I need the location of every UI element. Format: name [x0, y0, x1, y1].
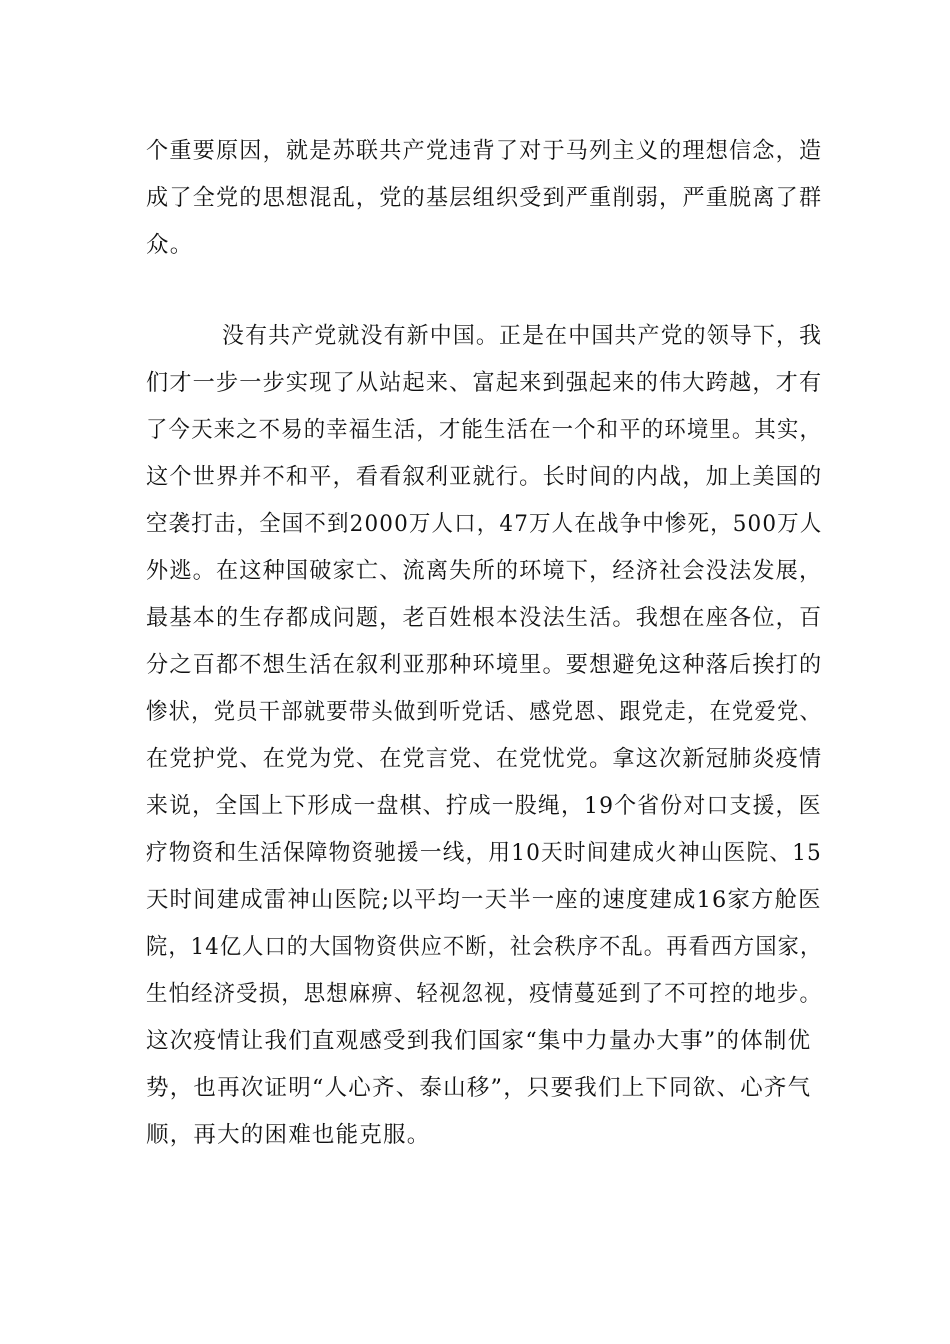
text-line: 天时间建成雷神山医院;以平均一天半一座的速度建成16家方舱医 — [146, 887, 822, 913]
text-line: 势，也再次证明“人心齐、泰山移”，只要我们上下同欲、心齐气 — [146, 1075, 812, 1101]
text-line: 在党护党、在党为党、在党言党、在党忧党。拿这次新冠肺炎疫情 — [146, 746, 823, 772]
text-line: 没有共产党就没有新中国。正是在中国共产党的领导下，我 — [222, 323, 823, 349]
text-line: 成了全党的思想混乱，党的基层组织受到严重削弱，严重脱离了群 — [146, 185, 823, 211]
text-line: 众。 — [146, 232, 194, 258]
text-line: 空袭打击，全国不到2000万人口，47万人在战争中惨死，500万人 — [146, 511, 823, 537]
text-line: 惨状，党员干部就要带头做到听党话、感党恩、跟党走，在党爱党、 — [146, 699, 823, 725]
text-line: 们才一步一步实现了从站起来、富起来到强起来的伟大跨越，才有 — [146, 370, 823, 396]
text-line: 院，14亿人口的大国物资供应不断，社会秩序不乱。再看西方国家， — [146, 934, 823, 960]
text-line: 这次疫情让我们直观感受到我们国家“集中力量办大事”的体制优 — [146, 1028, 812, 1054]
text-line: 疗物资和生活保障物资驰援一线，用10天时间建成火神山医院、15 — [146, 840, 822, 866]
text-line: 分之百都不想生活在叙利亚那种环境里。要想避免这种落后挨打的 — [146, 652, 823, 678]
text-line: 个重要原因，就是苏联共产党违背了对于马列主义的理想信念，造 — [146, 138, 823, 164]
text-line: 最基本的生存都成问题，老百姓根本没法生活。我想在座各位，百 — [146, 605, 823, 631]
text-line: 了今天来之不易的幸福生活，才能生活在一个和平的环境里。其实， — [146, 417, 823, 443]
text-line: 外逃。在这种国破家亡、流离失所的环境下，经济社会没法发展， — [146, 558, 823, 584]
text-line: 这个世界并不和平，看看叙利亚就行。长时间的内战，加上美国的 — [146, 464, 823, 490]
text-line: 来说，全国上下形成一盘棋、拧成一股绳，19个省份对口支援，医 — [146, 793, 822, 819]
text-line: 生怕经济受损，思想麻痹、轻视忽视，疫情蔓延到了不可控的地步。 — [146, 981, 823, 1007]
text-line: 顺，再大的困难也能克服。 — [146, 1122, 431, 1148]
